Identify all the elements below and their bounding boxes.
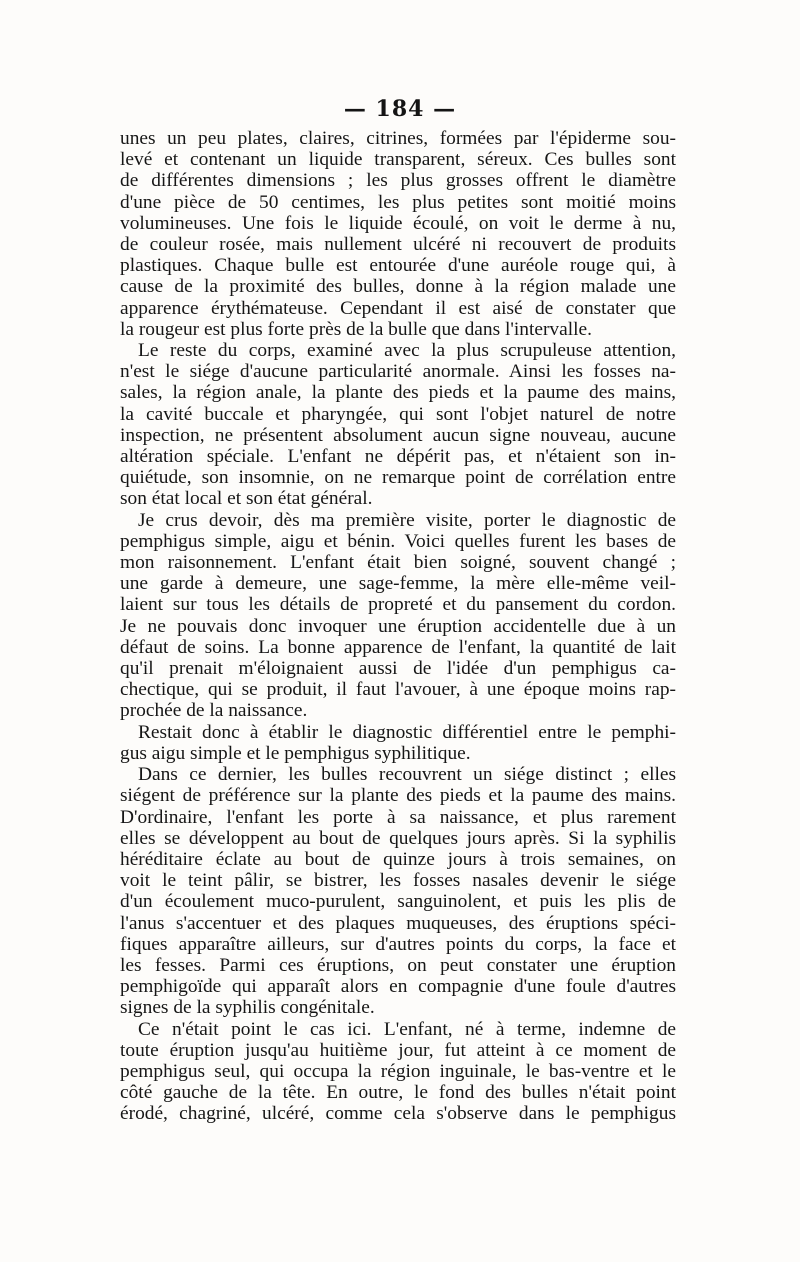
- text-line: d'une pièce de 50 centimes, les plus petites sont moitié moins: [120, 191, 676, 213]
- text-line: côté gauche de la tête. En outre, le fond des bulles n'était point: [120, 1082, 676, 1104]
- text-line: laient sur tous les détails de propreté et du pansement du cordon.: [120, 594, 676, 616]
- text-line: n'est le siége d'aucune particularité anormale. Ainsi les fosses na-: [120, 361, 676, 383]
- text-line: signes de la syphilis congénitale.: [120, 997, 375, 1019]
- text-line: apparence érythémateuse. Cependant il est aisé de constater que: [120, 297, 676, 319]
- text-line: Le reste du corps, examiné avec la plus scrupuleuse attention,: [138, 340, 676, 362]
- text-line: elles se développent au bout de quelques jours après. Si la syphilis: [120, 827, 676, 849]
- text-line: Je crus devoir, dès ma première visite, porter le diagnostic de: [138, 509, 676, 531]
- text-line: son état local et son état général.: [120, 488, 373, 510]
- text-line: D'ordinaire, l'enfant les porte à sa naissance, et plus rarement: [120, 806, 676, 828]
- text-line: de différentes dimensions ; les plus grosses offrent le diamètre: [120, 170, 676, 192]
- text-line: fiques apparaître ailleurs, sur d'autres points du corps, la face et: [120, 933, 676, 955]
- text-line: quiétude, son insomnie, on ne remarque point de corrélation entre: [120, 467, 676, 489]
- text-line: la cavité buccale et pharyngée, qui sont l'objet naturel de notre: [120, 403, 676, 425]
- text-line: gus aigu simple et le pemphigus syphilitique.: [120, 742, 471, 764]
- page-number: — 184 —: [343, 96, 457, 122]
- text-line: cause de la proximité des bulles, donne à la région malade une: [120, 276, 676, 298]
- text-line: pemphigoïde qui apparaît alors en compagnie d'une foule d'autres: [120, 976, 676, 998]
- text-line: de couleur rosée, mais nullement ulcéré ni recouvert de produits: [120, 234, 676, 256]
- paragraph: [120, 128, 676, 340]
- text-line: qu'il prenait m'éloignaient aussi de l'idée d'un pemphigus ca-: [120, 658, 676, 680]
- text-line: plastiques. Chaque bulle est entourée d'une auréole rouge qui, à: [120, 255, 676, 277]
- paragraph: [120, 764, 676, 1018]
- text-line: Dans ce dernier, les bulles recouvrent un siége distinct ; elles: [138, 764, 676, 786]
- text-line: Je ne pouvais donc invoquer une éruption accidentelle due à un: [120, 615, 676, 637]
- text-line: une garde à demeure, une sage-femme, la mère elle-même veil-: [120, 573, 676, 595]
- paragraph: [120, 510, 676, 722]
- text-line: sales, la région anale, la plante des pieds et la paume des mains,: [120, 382, 676, 404]
- text-line: inspection, ne présentent absolument aucun signe nouveau, aucune: [120, 424, 676, 446]
- text-line: pemphigus seul, qui occupa la région inguinale, le bas-ventre et le: [120, 1060, 676, 1082]
- text-line: levé et contenant un liquide transparent, séreux. Ces bulles sont: [120, 149, 676, 171]
- text-line: Restait donc à établir le diagnostic différentiel entre le pemphi-: [138, 721, 676, 743]
- paragraph: [120, 340, 676, 510]
- text-line: Ce n'était point le cas ici. L'enfant, né à terme, indemne de: [138, 1018, 676, 1040]
- text-line: altération spéciale. L'enfant ne dépérit pas, et n'étaient son in-: [120, 446, 676, 468]
- text-line: voit le teint pâlir, se bistrer, les fosses nasales devenir le siége: [120, 870, 676, 892]
- text-line: mon raisonnement. L'enfant était bien soigné, souvent changé ;: [120, 552, 676, 574]
- text-line: défaut de soins. La bonne apparence de l'enfant, la quantité de lait: [120, 636, 676, 658]
- text-line: prochée de la naissance.: [120, 700, 308, 722]
- text-line: toute éruption jusqu'au huitième jour, fut atteint à ce moment de: [120, 1039, 676, 1061]
- text-line: d'un écoulement muco-purulent, sanguinolent, et puis les plis de: [120, 891, 676, 913]
- body-text: [120, 128, 676, 1125]
- text-line: la rougeur est plus forte près de la bulle que dans l'intervalle.: [120, 318, 592, 340]
- paragraph: [120, 722, 676, 764]
- text-line: pemphigus simple, aigu et bénin. Voici quelles furent les bases de: [120, 530, 676, 552]
- text-line: érodé, chagriné, ulcéré, comme cela s'observe dans le pemphigus: [120, 1103, 676, 1125]
- text-line: les fesses. Parmi ces éruptions, on peut constater une éruption: [120, 954, 676, 976]
- text-line: l'anus s'accentuer et des plaques muqueuses, des éruptions spéci-: [120, 912, 676, 934]
- text-line: héréditaire éclate au bout de quinze jours à trois semaines, on: [120, 848, 676, 870]
- paragraph: [120, 1019, 676, 1125]
- text-line: siégent de préférence sur la plante des pieds et la paume des mains.: [120, 785, 676, 807]
- text-line: unes un peu plates, claires, citrines, formées par l'épiderme sou-: [120, 128, 676, 149]
- text-line: chectique, qui se produit, il faut l'avouer, à une époque moins rap-: [120, 679, 676, 701]
- text-line: volumineuses. Une fois le liquide écoulé, on voit le derme à nu,: [120, 212, 676, 234]
